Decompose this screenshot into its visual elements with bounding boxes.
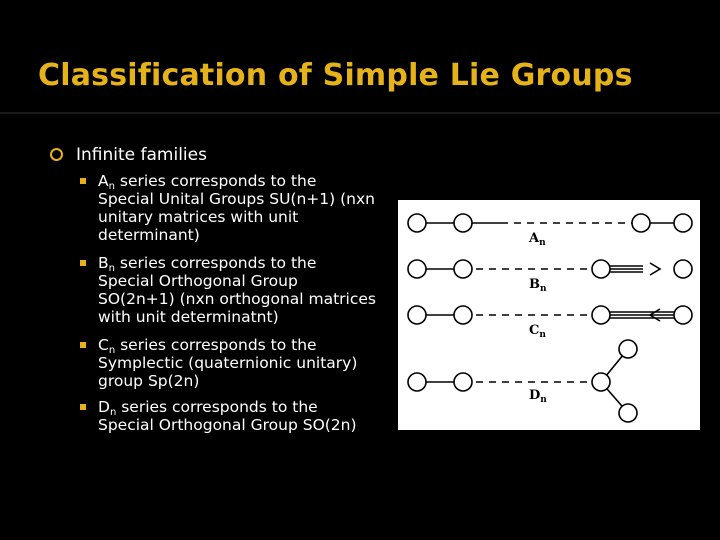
series-subscript: n — [108, 345, 116, 356]
dynkin-diagram-panel — [398, 200, 700, 430]
node-circle — [619, 404, 637, 422]
line-text: series corresponds to the — [115, 336, 317, 354]
bond-arrow-icon — [650, 263, 660, 275]
node-circle — [454, 260, 472, 278]
node-circle — [408, 214, 426, 232]
series-subscript: n — [108, 181, 115, 192]
dynkin-b-n — [408, 260, 692, 278]
line-text: series corresponds to the — [116, 398, 318, 416]
node-circle — [592, 260, 610, 278]
node-circle — [632, 214, 650, 232]
node-circle — [454, 214, 472, 232]
label-a-n: $A_n$ — [529, 231, 546, 248]
series-subscript: n — [108, 263, 115, 274]
node-circle — [592, 306, 610, 324]
node-circle — [619, 340, 637, 358]
node-circle — [454, 373, 472, 391]
label-d-n: $D_n$ — [529, 388, 547, 405]
dynkin-a-n — [408, 214, 692, 232]
sub-bullet-line: Special Orthogonal Group SO(2n) — [98, 416, 357, 434]
sub-bullet-line: group Sp(2n) — [98, 372, 200, 390]
node-circle — [592, 373, 610, 391]
line-text: series corresponds to the — [114, 254, 317, 272]
node-circle — [408, 260, 426, 278]
series-subscript: n — [109, 407, 117, 418]
sub-bullet-line — [98, 256, 316, 272]
square-bullet-icon — [80, 260, 86, 266]
node-circle — [408, 373, 426, 391]
dynkin-diagrams — [398, 200, 700, 430]
ring-bullet-icon — [50, 148, 63, 161]
series-letter: D — [98, 398, 110, 416]
series-letter: B — [98, 254, 109, 272]
sub-bullet-line — [98, 338, 317, 354]
sub-bullet-line: unitary matrices with unit — [98, 208, 299, 226]
sub-bullet-line: with unit determinatnt) — [98, 308, 279, 326]
sub-bullet-line — [98, 174, 316, 190]
slide-title: Classification of Simple Lie Groups — [38, 58, 633, 93]
sub-bullet-line: Special Unital Groups SU(n+1) (nxn — [98, 190, 375, 208]
dynkin-c-n — [408, 306, 692, 324]
series-letter: A — [98, 172, 109, 190]
node-circle — [674, 214, 692, 232]
sub-bullet-line: Symplectic (quaternionic unitary) — [98, 354, 358, 372]
sub-bullet-line — [98, 400, 318, 416]
label-c-n: $C_n$ — [529, 323, 546, 340]
sub-bullet-line: Special Orthogonal Group — [98, 272, 298, 290]
series-letter: C — [98, 336, 109, 354]
label-b-n: $B_n$ — [529, 277, 547, 294]
square-bullet-icon — [80, 404, 86, 410]
bullet-text: Infinite families — [76, 145, 207, 165]
sub-bullet-line: SO(2n+1) (nxn orthogonal matrices — [98, 290, 376, 308]
dynkin-d-n — [408, 340, 637, 422]
node-circle — [674, 260, 692, 278]
square-bullet-icon — [80, 178, 86, 184]
line-text: series corresponds to the — [114, 172, 317, 190]
sub-bullet-line: determinant) — [98, 226, 200, 244]
node-circle — [408, 306, 426, 324]
square-bullet-icon — [80, 342, 86, 348]
node-circle — [454, 306, 472, 324]
node-circle — [674, 306, 692, 324]
